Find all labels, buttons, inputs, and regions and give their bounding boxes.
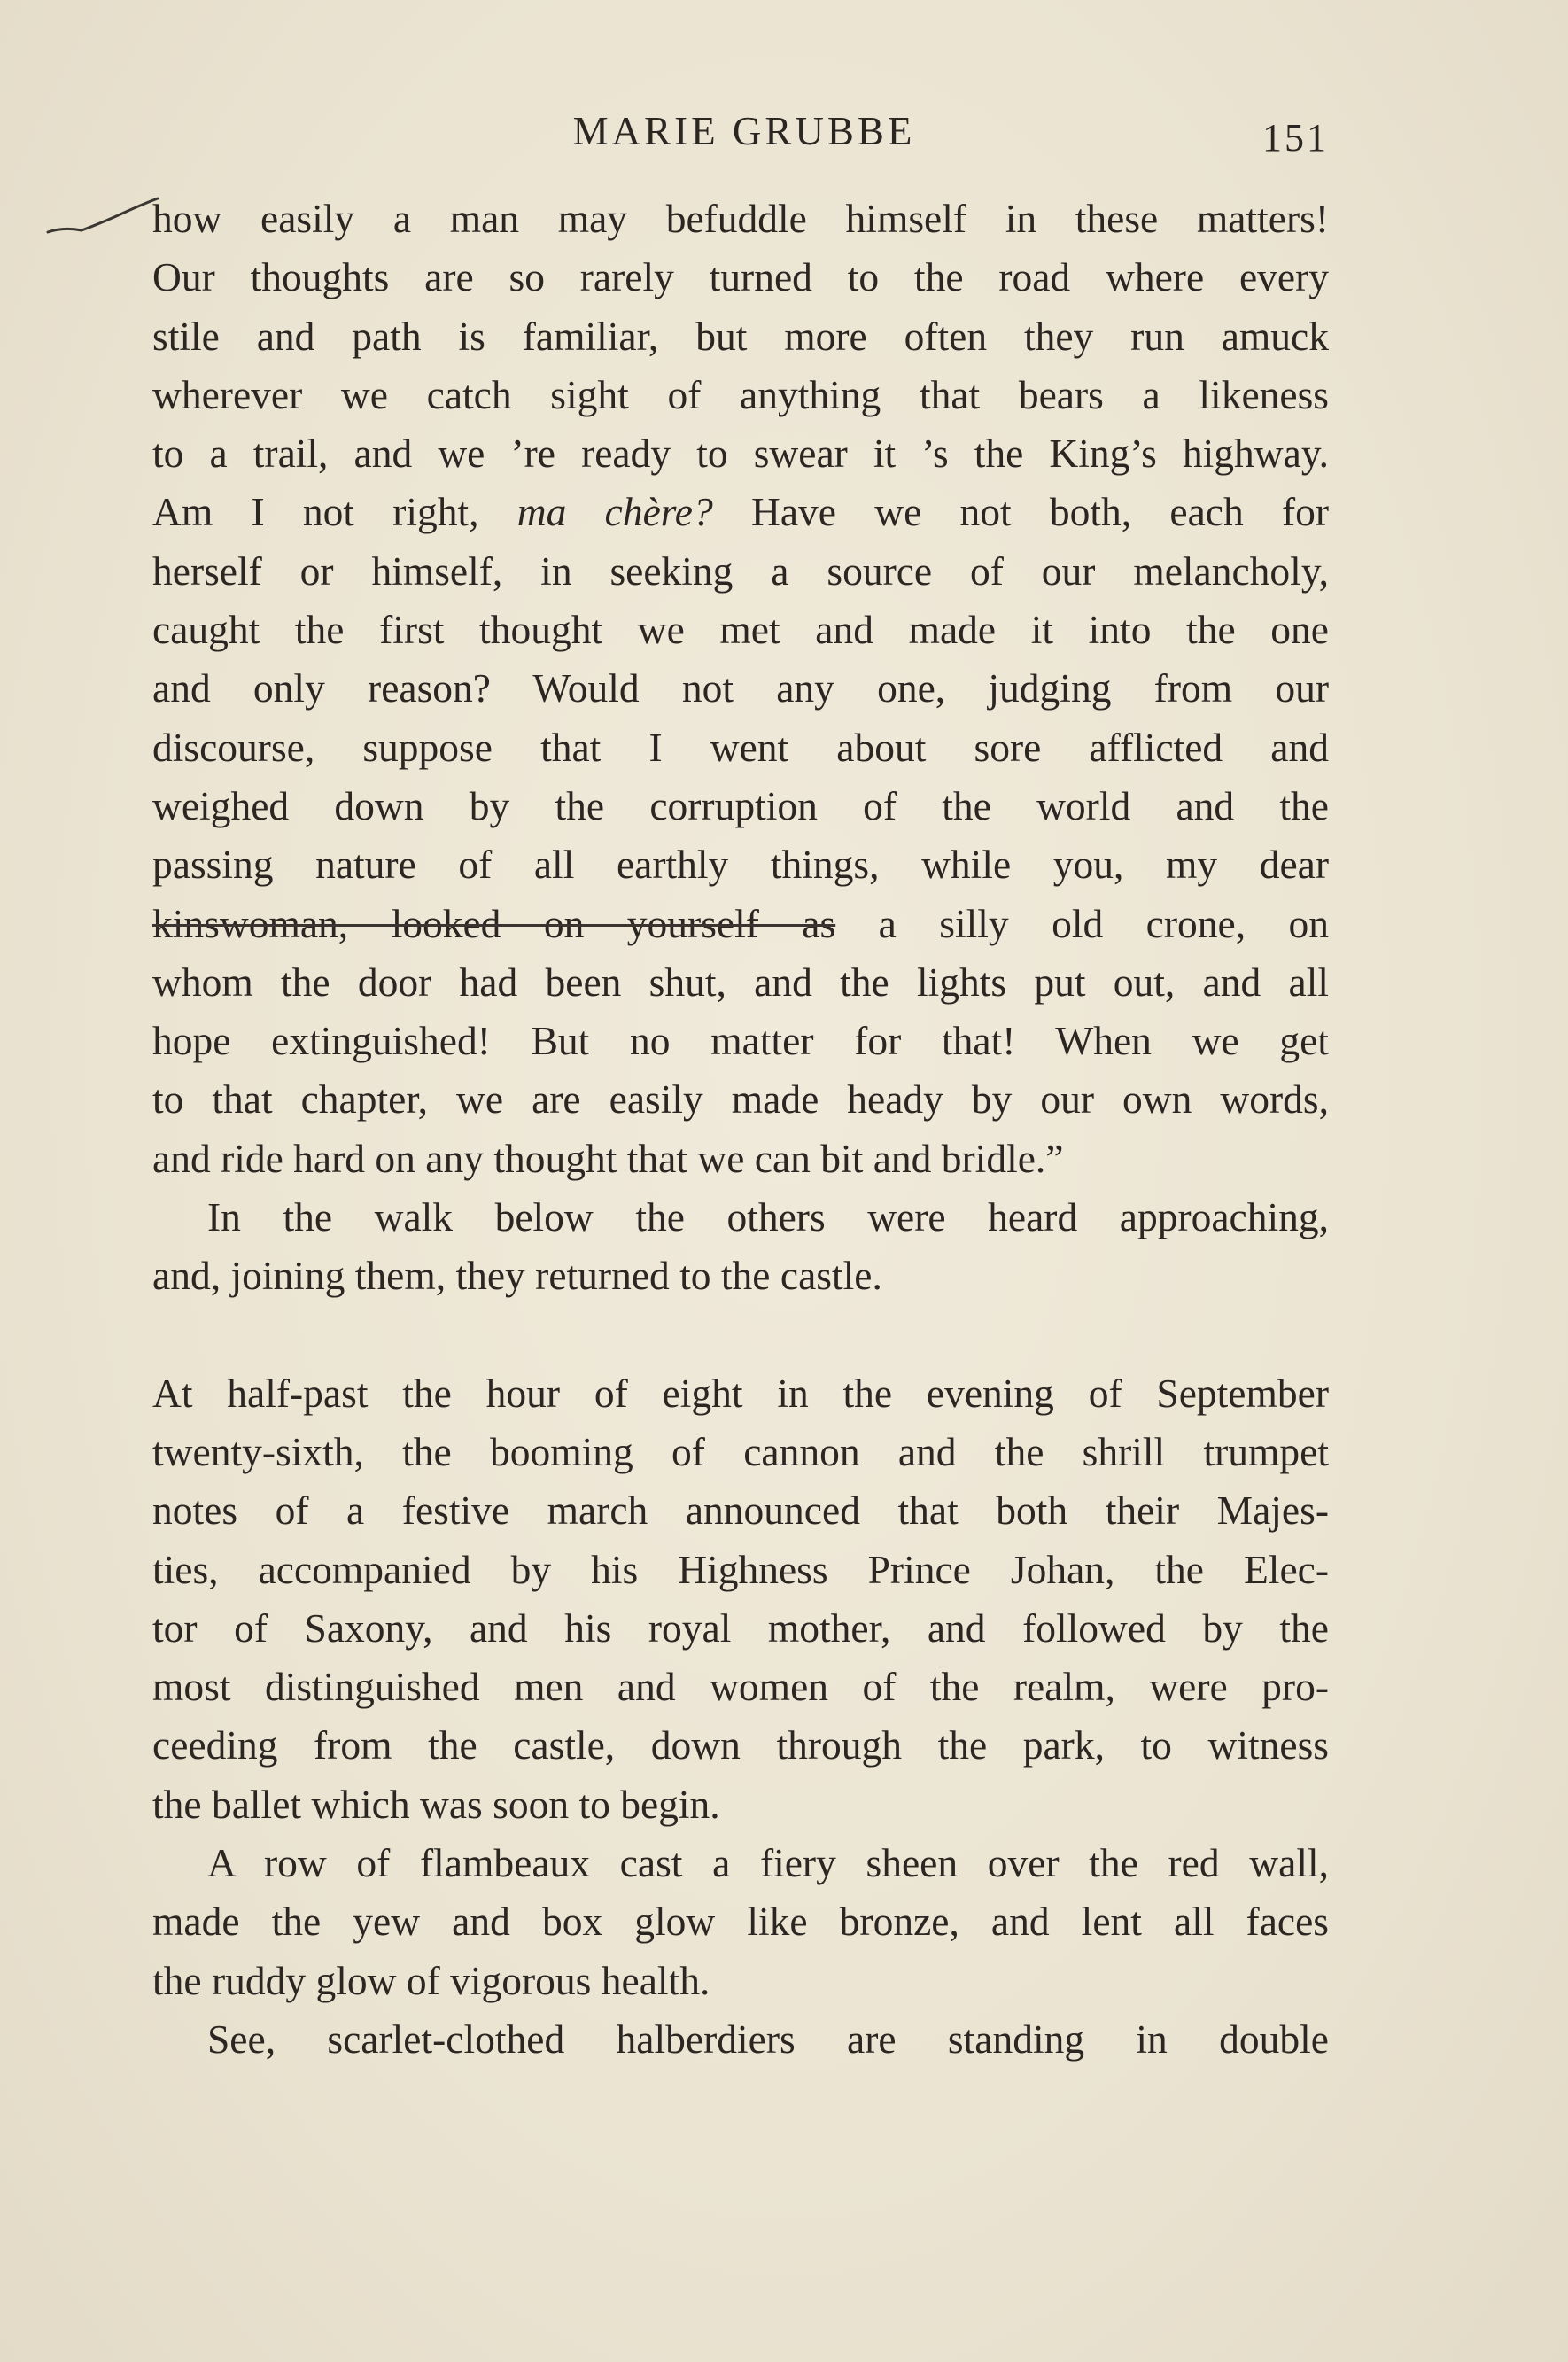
paragraph-end-line: and, joining them, they returned to the castle.: [152, 1253, 882, 1299]
text-segment: Have we not both, each for: [750, 489, 1329, 535]
running-title: MARIE GRUBBE: [572, 109, 916, 153]
text-line: [152, 895, 1329, 953]
text-line: ties, accompanied by his Highness Prince Johan, the Elec-: [152, 1546, 1329, 1592]
text-line: to that chapter, we are easily made heady by our own words,: [152, 1076, 1329, 1123]
text-line: stile and path is familiar, but more often they run amuck: [152, 313, 1329, 359]
page-number: 151: [1262, 116, 1329, 159]
text-line: Our thoughts are so rarely turned to the road where every: [152, 254, 1329, 300]
paragraph-end-line: and ride hard on any thought that we can bit and bridle.”: [152, 1135, 1064, 1181]
italic-phrase: ma chère?: [516, 489, 713, 535]
paragraph-start-line: A row of flambeaux cast a fiery sheen over the red wall,: [207, 1840, 1329, 1886]
pencil-check-mark: [46, 197, 161, 241]
paragraph-start-line: See, scarlet-clothed halberdiers are standing in double: [207, 2016, 1329, 2062]
text-segment: Am I not right,: [152, 489, 479, 535]
body-text: [152, 190, 1329, 2069]
text-line: herself or himself, in seeking a source of our melancholy,: [152, 548, 1329, 594]
text-line: most distinguished men and women of the realm, were pro-: [152, 1664, 1329, 1710]
text-line: how easily a man may befuddle himself in these matters!: [152, 196, 1329, 241]
text-line: caught the first thought we met and made it into the one: [152, 607, 1329, 653]
text-line: notes of a festive march announced that both their Majes-: [152, 1488, 1329, 1534]
text-line: made the yew and box glow like bronze, and lent all faces: [152, 1899, 1329, 1945]
text-line: twenty-sixth, the booming of cannon and the shrill trumpet: [152, 1428, 1329, 1474]
text-line: [152, 483, 1329, 541]
text-line: wherever we catch sight of anything that bears a likeness: [152, 371, 1329, 417]
text-line: whom the door had been shut, and the lights put out, and all: [152, 959, 1329, 1005]
text-line: to a trail, and we ’re ready to swear it ’s the King’s highway.: [152, 431, 1329, 477]
section-start-line: At half-past the hour of eight in the evening of September: [152, 1370, 1329, 1416]
running-head: [0, 105, 1568, 158]
struck-through-phrase: kinswoman, looked on yourself as: [152, 900, 836, 946]
paragraph-start-line: In the walk below the others were heard approaching,: [207, 1194, 1329, 1240]
text-segment: a silly old crone, on: [878, 900, 1329, 946]
paragraph-end-line: the ruddy glow of vigorous health.: [152, 1957, 710, 2003]
text-line: passing nature of all earthly things, while you, my dear: [152, 842, 1329, 888]
text-line: and only reason? Would not any one, judging from our: [152, 665, 1329, 711]
paragraph-end-line: the ballet which was soon to begin.: [152, 1781, 720, 1827]
text-line: tor of Saxony, and his royal mother, and followed by the: [152, 1604, 1329, 1651]
text-line: discourse, suppose that I went about sore afflicted and: [152, 724, 1329, 770]
text-line: ceeding from the castle, down through the park, to witness: [152, 1722, 1329, 1768]
section-break: [152, 1306, 1329, 1364]
text-line: hope extinguished! But no matter for that! When we get: [152, 1018, 1329, 1064]
text-line: weighed down by the corruption of the world and the: [152, 782, 1329, 828]
